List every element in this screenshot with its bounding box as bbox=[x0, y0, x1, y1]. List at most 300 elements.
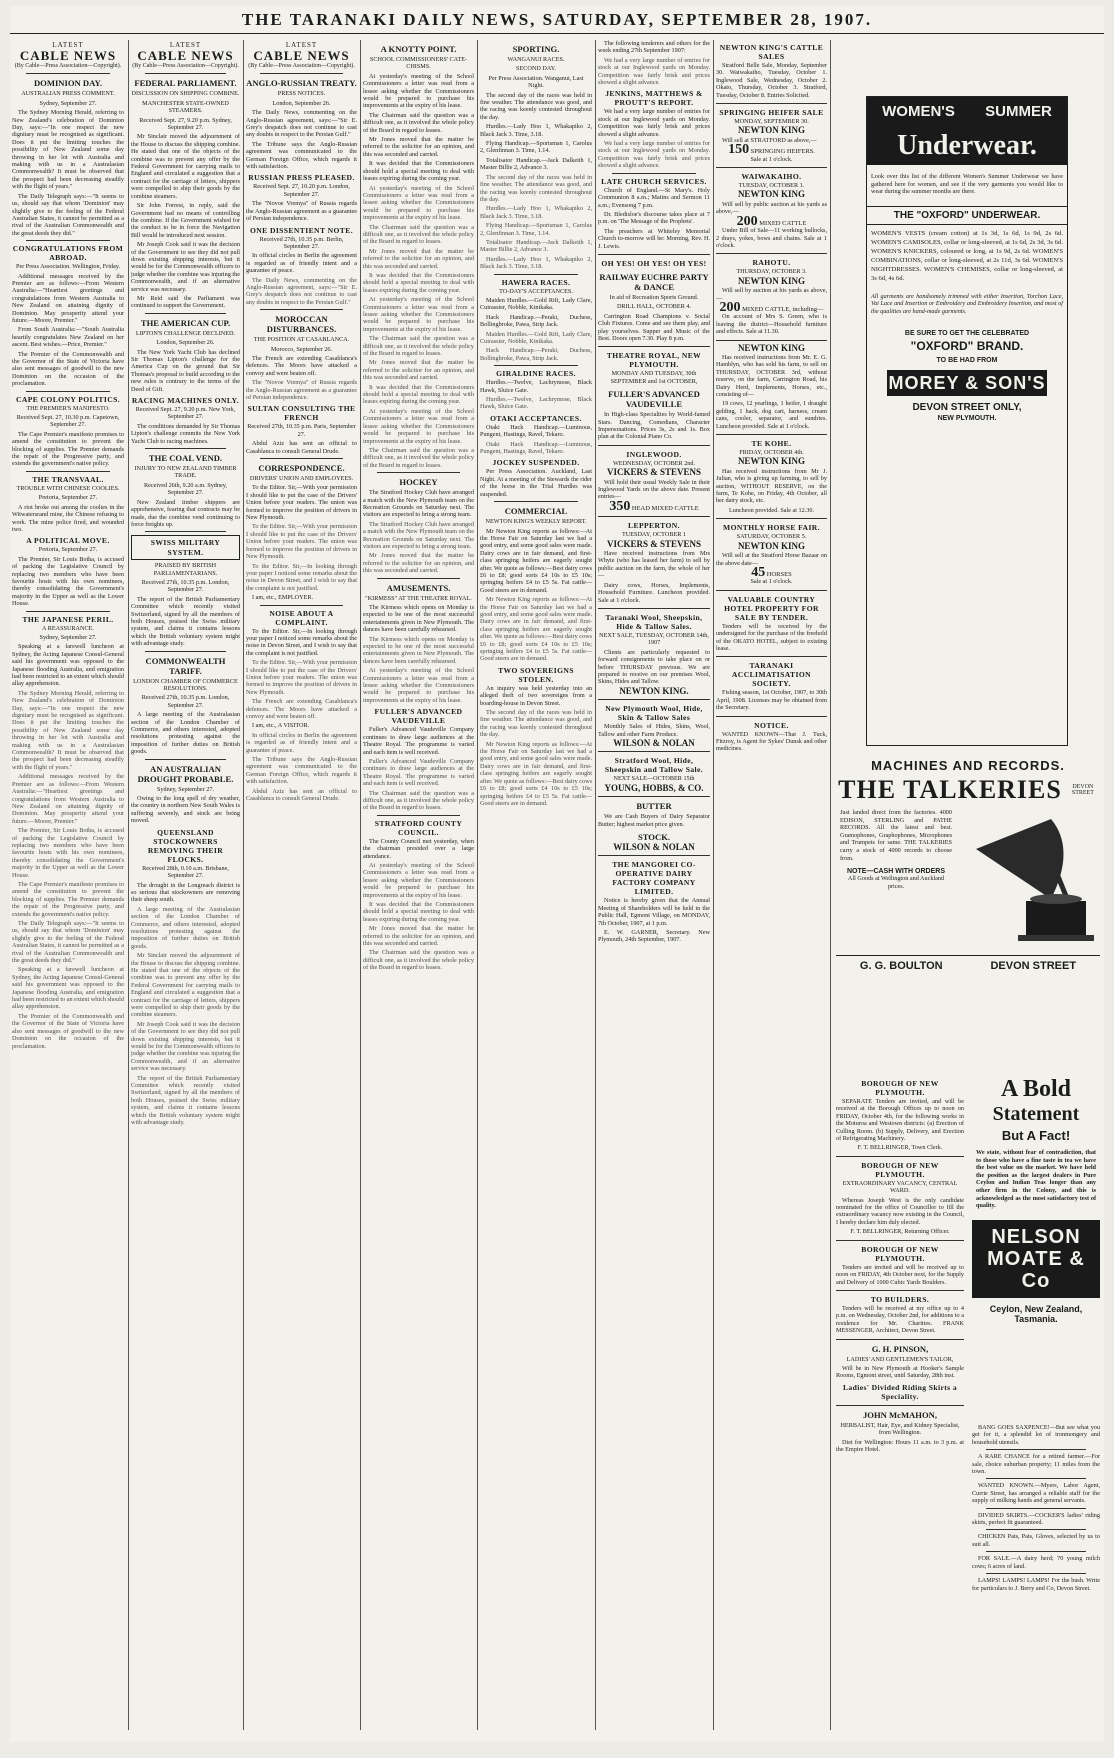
notice-signature: F. T. BELLRINGER, Returning Officer. bbox=[850, 1228, 950, 1236]
article-paragraph: Hack Handicap.—Peraki, Duchess, Bollingbroke, Pawa, Strip Jack. bbox=[480, 313, 592, 329]
article-paragraph: Mr Jones moved that the matter be referred to the solicitor for an opinion, and this was seconded and carried. bbox=[363, 247, 474, 270]
tailor-title: LADIES' AND GENTLEMEN'S TAILOR, bbox=[846, 1355, 954, 1363]
tea-origin-2: Tasmania. bbox=[1014, 1313, 1058, 1324]
auctioneer-name: NEWTON KING. bbox=[619, 685, 689, 696]
cable-kicker: LATEST bbox=[52, 41, 84, 49]
article-paragraph: The Premier, Sir Louis Botha, is accused of packing the Legislative Council by replacing two members who have been favourite hosts with his own nominees, thereby consolidating the Government's majority in the Upper as well as the Lower House. bbox=[12, 555, 124, 608]
underwear-ad-cta: BE SURE TO GET THE CELEBRATED bbox=[904, 329, 1030, 337]
article-headline: DOMINION DAY. bbox=[33, 78, 103, 89]
article-paragraph: Hurdles.—Lady Hoo 1, Whakapiko 2, Black Jack 3. Time, 3.18. bbox=[480, 255, 592, 271]
article-subhead: MANCHESTER STATE-OWNED STEAMERS. bbox=[142, 99, 229, 115]
dateline: Per Press Association. Wellington, Friday. bbox=[16, 263, 120, 271]
article-paragraph: Mr Newton King reports as follows:—At the Horse Fair on Saturday last we had a good entry, and some good sales were made. Dairy cows are in fair demand, and first-class springing heifers are eagerly sought after. We quote as follows:—Best dairy cows £6 to £8; good sorts £4 10s to £5 10s; springing heifers £4 to £5 5s. Fat cattle—Good steers are in demand. bbox=[480, 527, 592, 594]
article-paragraph: To the Editor. Sir,—In looking through your paper I noticed some remarks about the noise in Devon Street, and I wish to say that the complaint is not justified. bbox=[246, 562, 357, 592]
article-paragraph: Per Press Association. Auckland, Last Night. At a meeting of the Stewards the rider of the horse in the Trial Hurdles was suspended. bbox=[480, 468, 592, 498]
ad-subhead: MONDAY AND TUESDAY, 30th SEPTEMBER and 1st OCTOBER, bbox=[610, 370, 698, 385]
ad-paragraph: We are Cash Buyers of Dairy Separator Butter; highest market price given. bbox=[598, 813, 710, 828]
article-paragraph: At yesterday's meeting of the School Commissioners a letter was read from a lessee asking whether the Commissioners would be prepared to purchase his improvements at the expiry of his lease. bbox=[363, 296, 474, 333]
article-headline: STRATFORD COUNTY COUNCIL. bbox=[374, 818, 463, 837]
talkeries-ad-body bbox=[836, 809, 1100, 949]
dateline: Received Sept. 27, 10.20 p.m. London, September 27. bbox=[253, 183, 350, 198]
article-paragraph: Mr Reid said the Parliament was continued to support the Government. bbox=[131, 294, 240, 310]
notice-headline: BOROUGH OF NEW PLYMOUTH. bbox=[861, 1160, 939, 1179]
notice-paragraph: Will be in New Plymouth at Hooker's Sample Rooms, Egmont street, until Saturday, 28th inst. bbox=[836, 1364, 964, 1380]
dateline: Received 27th, 10.35 p.m. Paris, September 27. bbox=[247, 423, 356, 438]
article-paragraph: Owing to the long spell of dry weather, the country in northern New South Wales is suffering severely, and stock are being moved. bbox=[131, 795, 240, 825]
article-paragraph: Abdul Aziz has sent an official to Casablanca to consult General Drude. bbox=[246, 440, 357, 455]
article-subhead: A REASSURANCE. bbox=[42, 624, 94, 632]
article-paragraph: Abdul Aziz has sent an official to Casablanca to consult General Drude. bbox=[246, 787, 357, 803]
underwear-ad-cta-2: TO BE HAD FROM bbox=[936, 356, 998, 364]
article-paragraph: The report of the British Parliamentary Committee which recently visited Switzerland, signed by all the members of both Houses, praised the Swiss military system, and claims it contains lessons which the British voluntary system might with advantage study. bbox=[131, 595, 240, 648]
article-paragraph: Mr Joseph Cook said it was the decision of the Government to see they did not pull down existing shipping interests, but it would be for the Commonwealth officers to judge whether the combine was injuring the Commonwealth, and if an alternative service was necessary. bbox=[131, 241, 240, 293]
ad-headline: LEPPERTON. bbox=[628, 521, 680, 531]
article-headline: THE JAPANESE PERIL. bbox=[22, 614, 114, 624]
article-paragraph: We had a very large number of entries for stock at our Inglewood yards on Monday. Competition was fairly brisk and prices showed a slight advance. bbox=[598, 140, 710, 170]
masthead-title: THE TARANAKI DAILY NEWS, SATURDAY, SEPTEMBER 28, 1907. bbox=[241, 10, 873, 29]
column-rule bbox=[128, 40, 129, 1730]
article-paragraph: The Stratford Hockey Club have arranged a match with the New Plymouth team on the Recreation Grounds on Saturday next. The visitors are expected to bring a strong team. bbox=[363, 489, 474, 519]
article-paragraph: Sir John Forrest, in reply, said the Government had no means of controlling the combine. If the Government wished for the conduct to be in force the Navigation Bill would be introduced next session. bbox=[131, 202, 240, 239]
column-rule bbox=[713, 40, 714, 1730]
ad-subhead: DRILL HALL, OCTOBER 4. bbox=[616, 303, 692, 311]
column-rule bbox=[595, 40, 596, 1730]
classified-ad: CHICKEN Pats, Pats, Gloves, selected by us to suit all. bbox=[972, 1533, 1100, 1548]
article-paragraph: Speaking at a farewell luncheon at Sydney, the Acting Japanese Consul-General said his government was opposed to the Japanese flooding Australia, and emigration had been restricted to an extent which should allay apprehension. bbox=[12, 966, 124, 1011]
talkeries-name: THE TALKERIES bbox=[838, 775, 1062, 804]
dateline: Per Press Association. Wanganui, Last Night. bbox=[488, 74, 584, 90]
underwear-ad-intro: Look over this list of the different Women's Summer Underwear we have gathered here for women, and see if the very garments you would like to wear during the summer months are there. bbox=[871, 173, 1063, 196]
article-headline: JENKINS, MATTHEWS & PROUTT'S REPORT. bbox=[605, 89, 703, 108]
article-paragraph: The Tribune says the Anglo-Russian agreement was communicated to the German Foreign Office, which regards it with satisfaction. bbox=[246, 756, 357, 786]
article-subhead: LIPTON'S CHALLENGE DECLINED. bbox=[135, 329, 236, 337]
article-headline-boxed: SWISS MILITARY SYSTEM. bbox=[131, 535, 240, 560]
ad-paragraph: Will sell at STRATFORD as above,— bbox=[722, 136, 817, 144]
cable-byline: (By Cable—Press Association—Copyright). bbox=[132, 63, 239, 70]
ad-lot: 45 HORSES bbox=[751, 564, 792, 580]
article-headline: LATE CHURCH SERVICES. bbox=[601, 176, 707, 186]
ad-subhead: Sale at 1 o'clock. bbox=[750, 578, 793, 586]
article-headline: RUSSIAN PRESS PLEASED. bbox=[248, 173, 355, 183]
article-paragraph: The French are extending Casablanca's defences. The Moors have attacked a convoy and were beaten off. bbox=[246, 698, 357, 720]
column-4 bbox=[363, 40, 474, 1730]
underwear-ad-brand-heading: THE "OXFORD" UNDERWEAR. bbox=[867, 206, 1067, 225]
newspaper-page bbox=[10, 6, 1104, 1742]
cable-news-heading: CABLE NEWS bbox=[137, 48, 234, 64]
article-subhead: DISCUSSION ON SHIPPING COMBINE. bbox=[131, 90, 240, 98]
article-headline: A POLITICAL MOVE. bbox=[26, 536, 110, 546]
tea-ad-text: We state, without fear of contradiction, that to those who have a fine taste in tea we have the best value on the market. We have held the position as the largest dealers in Pure Ceylon and Indian Teas longer than any other firm in the Colony, and this is acknowledged as the most satisfactory test of quality. bbox=[976, 1149, 1096, 1210]
column-6 bbox=[598, 40, 710, 1730]
column-2 bbox=[131, 40, 240, 1730]
ad-paragraph: Have received instructions from Mrs Whyte (who has leased her farm) to sell by public auction on the farm, the whole of her— bbox=[598, 550, 710, 580]
column-rule bbox=[243, 40, 244, 1730]
ad-paragraph: Clients are particularly requested to forward consignments to take place on or before THURSDAY previous. We are prepared to receive on our premises Wool, Skins, Hides and Tallow. bbox=[598, 648, 710, 686]
underwear-ad-title: Underwear. bbox=[867, 127, 1067, 165]
article-paragraph: The French are extending Casablanca's defences. The Moors have attacked a convoy and were beaten off. bbox=[246, 354, 357, 377]
notice-headline: BOROUGH OF NEW PLYMOUTH. bbox=[861, 1244, 939, 1263]
article-paragraph: At yesterday's meeting of the School Commissioners a letter was read from a lessee asking whether the Commissioners would be prepared to purchase his improvements at the expiry of his lease. bbox=[363, 72, 474, 110]
tea-ad-headline-3: But A Fact! bbox=[1001, 1128, 1071, 1143]
dateline: London, September 26. bbox=[272, 99, 331, 107]
article-paragraph: The Daily News, commenting on the Anglo-Russian agreement, says:—"Sir E. Grey's despatch does not continue to cast any doubts in respect to the Persian Gulf." bbox=[246, 109, 357, 139]
ad-headline: BUTTER bbox=[636, 801, 672, 812]
notice-paragraph: Tenders are invited and will be received up to noon on FRIDAY, 4th October next, for the Supply and Delivery of 1000 Cubic Yards Boulders. bbox=[836, 1263, 964, 1286]
ad-headline: Stratford Wool, Hide, Sheepskin and Tallow Sale. bbox=[604, 756, 704, 775]
dateline: Pretoria, September 27. bbox=[38, 494, 98, 502]
classified-ad: BANG GOES SAXPENCE!—But see what you get for it, a splendid lot of ironmongery and household utensils. bbox=[972, 1424, 1100, 1446]
article-paragraph: The County Council met yesterday, when the chairman presided over a large attendance. bbox=[363, 837, 474, 860]
tea-ad-headline-2: Statement bbox=[992, 1103, 1080, 1125]
article-paragraph: The Kirmess which opens on Monday is expected to be one of the most successful entertainments given in New Plymouth. The dances have been carefully rehearsed. bbox=[363, 604, 474, 634]
notice-paragraph: Diet for Wellington: Hours 11 a.m. to 3 p.m. at the Empire Hotel. bbox=[836, 1438, 964, 1453]
dateline: Sydney, September 27. bbox=[157, 785, 214, 793]
talkeries-ad-footer bbox=[836, 955, 1100, 972]
ad-lot: 200 MIXED CATTLE bbox=[736, 213, 807, 229]
article-signature: I am, etc., A VISITOR. bbox=[252, 722, 310, 730]
store-town: NEW PLYMOUTH. bbox=[937, 414, 997, 422]
ad-paragraph: Stratford Belle Sale, Monday, September 30. Waiwakaiho, Tuesday, October 1. Inglewood Sale, Wednesday, October 2. Okato, Thursday, October 3. Stratford, Tuesday, October 8. Entries Solicited. bbox=[716, 62, 827, 99]
article-paragraph: Dr. Bledisloe's discourse takes place at 7 p.m. on 'The Message of the Prophets'. bbox=[598, 210, 710, 226]
dateline: Pretoria, September 27. bbox=[38, 546, 98, 554]
tailor-speciality: Ladies' Divided Riding Skirts a Speciality. bbox=[842, 1382, 958, 1401]
article-headline: THE TRANSVAAL. bbox=[32, 474, 104, 484]
dateline: Received 27th, 10.35 p.m. London, September 27. bbox=[141, 694, 230, 709]
underwear-ad-note: All garments are handsomely trimmed with either Insertion, Torchon Lace, Vai Lace and Insertion or Embroidery and Embroidery Insertion, and most of the qualities are hand-made garments. bbox=[871, 292, 1063, 315]
article-paragraph: The New York Yacht Club has declined Sir Thomas Lipton's challenge for the America Cup on the ground that Sir Thomas's proposal to build according to the new rules is contrary to the terms of the Deed of Gift. bbox=[131, 348, 240, 393]
dateline: Sydney, September 27. bbox=[39, 99, 97, 107]
auctioneer-name: NEWTON KING bbox=[737, 189, 806, 200]
article-paragraph: It was decided that the Commissioners should hold a special meeting to deal with leases expiring during the coming year. bbox=[363, 901, 474, 923]
dateline: London, September 26. bbox=[156, 339, 215, 347]
article-paragraph: The following tenderers and others for the week ending 27th September 1907: bbox=[598, 40, 710, 55]
article-paragraph: Maiden Hurdles.—Gold Rift, Lady Clare, Cuirassier, Nobble, Kinikaka. bbox=[480, 330, 592, 345]
dateline: Received 27th, 10.35 p.m. Berlin, September 27. bbox=[259, 235, 344, 250]
cable-byline: (By Cable—Press Association—Copyright). bbox=[248, 63, 355, 70]
talkeries-ad-name-row bbox=[836, 775, 1100, 805]
article-paragraph: The Kirmess which opens on Monday is expected to be one of the most successful entertainments given in New Plymouth. The dances have been carefully rehearsed. bbox=[363, 635, 474, 665]
article-subhead: THE POSITION AT CASABLANCA. bbox=[253, 336, 350, 344]
underwear-advertisement bbox=[866, 96, 1068, 746]
ad-subhead: THURSDAY, OCTOBER 3. bbox=[736, 268, 807, 276]
article-paragraph: The Premier of the Commonwealth and the Governor of the State of Victoria have also sent messages of goodwill to the new Dominion on the occasion of the proclamation. bbox=[12, 1012, 124, 1050]
ad-headline: WAIWAKAIHO. bbox=[741, 172, 802, 182]
article-paragraph: The Chairman said the question was a difficult one, as it involved the whole policy of the Board in regard to leases. bbox=[363, 789, 474, 812]
ad-headline: TE KOHE. bbox=[751, 439, 792, 449]
cable-news-heading: CABLE NEWS bbox=[19, 48, 117, 64]
ad-headline: STOCK. bbox=[637, 832, 671, 842]
article-paragraph: Flying Handicap.—Sportsman 1, Carolus 2, Glenfinnan 3. Time, 1.14. bbox=[480, 140, 592, 155]
article-paragraph: Hurdles.—Lady Hoo 1, Whakapiko 2, Black Jack 3. Time, 3.18. bbox=[480, 205, 592, 220]
auctioneer-name: WILSON & NOLAN bbox=[613, 842, 695, 852]
article-subhead: "KIRMESS" AT THE THEATRE ROYAL. bbox=[365, 594, 472, 602]
article-paragraph: Fuller's Advanced Vaudeville Company continues to draw large audiences at the Theatre Royal. The programme is varied and each item is well received. bbox=[363, 757, 474, 788]
ad-headline: Taranaki Wool, Sheepskin, Hide & Tallow Sales. bbox=[605, 612, 703, 631]
article-subhead: THE PREMIER'S MANIFESTO. bbox=[26, 404, 110, 412]
auctioneer-name: NEWTON KING bbox=[737, 125, 806, 136]
ad-paragraph: E. W. GARNER, Secretary. New Plymouth, 24th September, 1907. bbox=[598, 929, 710, 944]
talkeries-advertisement bbox=[836, 754, 1100, 1066]
gramophone-icon bbox=[956, 809, 1096, 949]
column-1 bbox=[12, 40, 124, 1730]
ad-paragraph: Under Bill of Sale—11 working bullocks, 2 drays, yokes, bows and chains. Sale at 1 o'clock. bbox=[716, 227, 827, 249]
ad-subhead: TUESDAY, OCTOBER 1 bbox=[621, 531, 686, 539]
article-paragraph: The Tribune says the Anglo-Russian agreement was communicated to the German Foreign Office, which regards it with satisfaction. bbox=[246, 140, 357, 171]
article-paragraph: The conditions demanded by Sir Thomas Lipton's challenge commits the New York Yacht Club to racing machines. bbox=[131, 422, 240, 445]
store-address: DEVON STREET ONLY, bbox=[912, 401, 1022, 413]
article-paragraph: Fuller's Advanced Vaudeville Company continues to draw large audiences at the Theatre Royal. The programme is varied and each item is well received. bbox=[363, 726, 474, 756]
article-headline: QUEENSLAND STOCKOWNERS REMOVING THEIR FLOCKS. bbox=[147, 827, 224, 864]
article-paragraph: Mr Newton King reports as follows:—At the Horse Fair on Saturday last we had a good entry, and some good sales were made. Dairy cows are in fair demand, and first-class springing heifers are eagerly sought after. We quote as follows:—Best dairy cows £6 to £8; good sorts £4 10s to £5 10s; springing heifers £4 to £5 5s. Fat cattle—Good steers are in demand. bbox=[480, 596, 592, 663]
article-headline: JOCKEY SUSPENDED. bbox=[492, 458, 580, 468]
article-headline: MOROCCAN DISTURBANCES. bbox=[266, 314, 337, 335]
talkeries-ad-title: MACHINES AND RECORDS. bbox=[871, 758, 1065, 773]
ad-paragraph: Has received instructions from Mr. E. G. Hamblyn, who has sold his farm, to sell on THURSDAY, OCTOBER 3rd, without reserve, on the farm, Carrington Road, his Dairy Herd, Implements, Horses, etc., consisting of— bbox=[716, 353, 827, 398]
article-paragraph: Mr Jones moved that the matter be referred to the solicitor for an opinion, and this was seconded and carried. bbox=[363, 136, 474, 158]
article-paragraph: In official circles in Berlin the agreement is regarded as of friendly intent and a guarantee of peace. bbox=[246, 252, 357, 275]
classified-ad: LAMPS! LAMPS! LAMPS! For the bush. Write for particulars to J. Berry and Co, Devon Street. bbox=[972, 1577, 1100, 1592]
article-paragraph: At yesterday's meeting of the School Commissioners a letter was read from a lessee asking whether the Commissioners would be prepared to purchase his improvements at the expiry of his lease. bbox=[363, 861, 474, 899]
cable-news-heading: CABLE NEWS bbox=[253, 48, 350, 64]
article-paragraph: The Premier, Sir Louis Botha, is accused of packing the Legislative Council by replacing two members who have been favourite hosts with his own nominees, thereby consolidating the Government's majority in the Upper as well as the Lower House. bbox=[12, 827, 124, 879]
article-paragraph: Additional messages received by the Premier are as follows:—From Western Australia:—"Heartiest greetings and congratulations from Western Australia to New Zealand on attaining dignity of Dominion. May prosperity attend your future.—Moore, Premier." bbox=[12, 773, 124, 825]
herbalist-title: HERBALIST, Hair, Eye, and Kidney Specialist, from Wellington. bbox=[840, 1421, 960, 1437]
store-name: MOREY & SON'S bbox=[887, 370, 1047, 396]
article-paragraph: We had a very large number of entries for stock at our Inglewood yards on Monday. Competition was fairly brisk and prices showed a slight advance. bbox=[598, 56, 710, 87]
article-paragraph: The Sydney Morning Herald, referring to New Zealand's celebration of Dominion Day, says:—"In one respect the new dignitary must be recognised as significant. Does it put the limiting touches the possibility of New Zealand some day throwing in her lot with Australia and making with us in a Australasian Commonwealth? It must be observed that the prospect had been decreasing steadily with the flight of years." bbox=[12, 109, 124, 191]
article-headline: NOISE ABOUT A COMPLAINT. bbox=[269, 608, 334, 627]
article-subhead: PRESS NOTICES. bbox=[277, 90, 326, 98]
article-paragraph: A large meeting of the Australasian section of the London Chamber of Commerce, and others interested, adopted resolutions protesting against the imposition of further duties on British goods. bbox=[131, 711, 240, 756]
article-headline: HOCKEY bbox=[399, 477, 438, 488]
article-paragraph: The Chairman said the question was a difficult one, as it involved the whole policy of the Board in regard to leases. bbox=[363, 949, 474, 972]
classified-ad: DIVIDED SKIRTS.—COCKER'S ladies' riding skirts, perfect fit guaranteed. bbox=[972, 1511, 1100, 1527]
article-subhead: LONDON CHAMBER OF COMMERCE RESOLUTIONS. bbox=[133, 677, 238, 692]
article-paragraph: An inquiry was held yesterday into an alleged theft of two sovereigns from a boarding-house in Devon Street. bbox=[480, 684, 592, 707]
ad-subhead: MONDAY, SEPTEMBER 30. bbox=[734, 118, 809, 126]
article-paragraph: At yesterday's meeting of the School Commissioners a letter was read from a lessee asking whether the Commissioners would be prepared to purchase his improvements at the expiry of his lease. bbox=[363, 667, 474, 704]
article-headline: SULTAN CONSULTING THE FRENCH bbox=[247, 404, 356, 423]
ad-headline: NEWTON KING'S CATTLE SALES bbox=[719, 43, 824, 61]
article-paragraph: We had a very large number of entries for stock at our Inglewood yards on Monday. Competition was fairly brisk and prices showed a slight advance. bbox=[598, 108, 710, 138]
ad-subhead: NEXT SALE, TUESDAY, OCTOBER 14th, 1907 bbox=[599, 631, 709, 647]
article-paragraph: The Cape Premier's manifesto promises to amend the constitution to prevent the blocking of supplies. The Premier demands the repair of the Progressive party, and extends the government's native policy. bbox=[12, 880, 124, 918]
article-paragraph: In official circles in Berlin the agreement is regarded as of friendly intent and a guarantee of peace. bbox=[246, 731, 357, 754]
article-subhead: PRAISED BY BRITISH PARLIAMENTARIANS. bbox=[153, 562, 218, 577]
auctioneer-name: VICKERS & STEVENS bbox=[606, 467, 702, 478]
ad-lot: 150 SPRINGING HEIFERS. bbox=[728, 142, 815, 158]
ad-paragraph: Fishing season, 1st October, 1907, to 30th April, 1908. Licenses may be obtained from the Secretary. bbox=[716, 689, 827, 712]
article-paragraph: Mr Jones moved that the matter be referred to the solicitor for an opinion, and this was seconded and carried. bbox=[363, 359, 474, 382]
article-headline: THE AMERICAN CUP. bbox=[140, 317, 231, 328]
classified-ad: A RARE CHANCE for a retired farmer.—For sale, choice suburban property; 11 miles from the town. bbox=[972, 1453, 1100, 1476]
ad-headline: TARANAKI ACCLIMATISATION SOCIETY. bbox=[731, 661, 812, 689]
notice-signature: F. T. BELLRINGER, Town Clerk. bbox=[857, 1144, 943, 1152]
cable-kicker: LATEST bbox=[285, 41, 318, 49]
article-paragraph: It was decided that the Commissioners should hold a special meeting to deal with leases expiring during the coming year. bbox=[363, 383, 474, 406]
article-paragraph: Flying Handicap.—Sportsman 1, Carolus 2, Glenfinnan 3. Time, 1.14. bbox=[480, 222, 592, 237]
article-paragraph: Totalisator Handicap.—Jack Dalkeith 1, Master Billie 2, Advance 3. bbox=[480, 156, 592, 172]
column-5 bbox=[480, 40, 592, 1730]
ad-headline: THE MANGOREI CO-OPERATIVE DAIRY FACTORY COMPANY LIMITED. bbox=[612, 860, 696, 897]
article-paragraph: The preachers at Whiteley Memorial Church to-morrow will be: Morning, Rev. H. J. Lewis. bbox=[598, 227, 710, 250]
notice-headline: BOROUGH OF NEW PLYMOUTH. bbox=[861, 1079, 939, 1097]
dateline: Received Sept. 27, 9.20 p.m. Sydney, September 27. bbox=[139, 116, 232, 132]
article-paragraph: At yesterday's meeting of the School Commissioners a letter was read from a lessee asking whether the Commissioners would be prepared to purchase his improvements at the expiry of his lease. bbox=[363, 407, 474, 445]
ad-paragraph: Monthly Sales of Hides, Skins, Wool, Tallow and other Farm Produce. bbox=[598, 723, 710, 738]
article-headline: CAPE COLONY POLITICS. bbox=[15, 394, 121, 404]
article-paragraph: The report of the British Parliamentary Committee which recently visited Switzerland, signed by all the members of both Houses, praised the Swiss military system, and claims it contains lessons which the British voluntary system might with advantage study. bbox=[131, 1074, 240, 1127]
article-paragraph: The Chairman said the question was a difficult one, as it involved the whole policy of the Board in regard to leases. bbox=[363, 446, 474, 469]
ad-headline: INGLEWOOD. bbox=[626, 449, 682, 459]
article-paragraph: The second day of the races was held in fine weather. The attendance was good, and the racing was keenly contested throughout the day. bbox=[480, 173, 592, 203]
dateline: Received Sept. 27, 9.20 p.m. New York, September 27. bbox=[135, 406, 236, 421]
article-signature: I am, etc., EMPLOYER. bbox=[252, 594, 314, 602]
notice-paragraph: Tenders will be received at my office up to 4 p.m. on Wednesday, October 2nd, for additions to a residence for Mr. Charities. FRANK MESSENGER, Architect, Devon Street. bbox=[836, 1304, 964, 1335]
notice-paragraph: SEPARATE Tenders are invited, and will be received at the Borough Offices up to noon on FRIDAY, October 4th, for the following works in the Moturoa and Westown districts: (a) Erection of Culling Room. (b) Supply, Delivery, and Erection of Refrigerating Machinery. bbox=[836, 1098, 964, 1143]
article-subhead: SECOND DAY. bbox=[516, 65, 556, 73]
auctioneer-name: NEWTON KING bbox=[737, 275, 806, 286]
article-headline: THE COAL VEND. bbox=[148, 453, 223, 464]
article-headline: GIRALDINE RACES. bbox=[496, 369, 576, 379]
article-paragraph: The "Novoe Vremya" of Russia regards the Anglo-Russian agreement as a guarantee of Persian independence. bbox=[246, 200, 357, 223]
article-subhead: DRIVERS' UNION AND EMPLOYEES. bbox=[249, 475, 354, 483]
article-headline: SPORTING. bbox=[512, 44, 560, 54]
article-paragraph: Mr Sinclair moved the adjournment of the House to discuss the shipping combine. He stated that one of the objects of the combine was to prevent any offer by the Federal Government for carrying mails to England and circulated a suggestion that a contract for the carriage of letters, shippers were compelled to ship their goods by the combine steamers. bbox=[131, 133, 240, 200]
ad-headline: FULLER'S ADVANCED VAUDEVILLE bbox=[608, 389, 700, 410]
notice-paragraph: Whereas Joseph West is the only candidate nominated for the office of Councillor to fill the extraordinary vacancy now existing in the Council, I hereby declare him duly elected. bbox=[836, 1196, 964, 1226]
article-paragraph: Additional messages received by the Premier are as follows:—From Western Australia:—"Heartiest greetings and congratulations from Western Australia to New Zealand on attaining dignity of Dominion. May prosperity attend your future.—Moore, Premier." bbox=[12, 272, 124, 324]
article-paragraph: Hack Handicap.—Peraki, Duchess, Bollingbroke, Pawa, Strip Jack. bbox=[480, 347, 592, 362]
article-paragraph: Mr Jones moved that the matter be referred to the solicitor for an opinion, and this was seconded and carried. bbox=[363, 925, 474, 948]
borough-notices bbox=[836, 1076, 964, 1726]
article-paragraph: The Chairman said the question was a difficult one, as it involved the whole policy of the Board in regard to leases. bbox=[363, 335, 474, 358]
ad-headline: NOTICE. bbox=[754, 720, 789, 730]
ad-paragraph: WANTED KNOWN—That J. Tuck, Fitzroy, is Agent for Sykes' Dunsk and other medicines. bbox=[716, 730, 827, 753]
ad-subhead: In aid of Recreation Sports Ground. bbox=[609, 293, 699, 301]
article-paragraph: A riot broke out among the coolies in the Witwatersrand mine, the Chinese refusing to work. The mine police fired, and wounded two. bbox=[12, 503, 124, 533]
article-paragraph: It was decided that the Commissioners should hold a special meeting to deal with leases expiring during the coming year. bbox=[363, 271, 474, 294]
article-subhead: INJURY TO NEW ZEALAND TIMBER TRADE. bbox=[134, 465, 237, 480]
article-paragraph: Speaking at a farewell luncheon at Sydney, the Acting Japanese Consul-General said his government was opposed to the Japanese flooding Australia, and emigration had been restricted to an extent which should allay apprehension. bbox=[12, 643, 124, 688]
tea-advertisement bbox=[972, 1076, 1100, 1416]
article-headline: FULLER'S ADVANCED VAUDEVILLE bbox=[374, 707, 463, 726]
article-paragraph: The Chairman said the question was a difficult one, as it involved the whole policy of the Board in regard to leases. bbox=[363, 111, 474, 134]
ad-paragraph: 19 cows, 12 yearlings, 1 heifer, 1 draught gelding, 1 hack, dog cart, harness, cream cans, cooler, separator, and sundries. Luncheon provided. Sale at 1 o'clock. bbox=[716, 400, 827, 430]
proprietor-street: DEVON STREET bbox=[990, 960, 1077, 972]
ad-headline: RAHOTU. bbox=[752, 258, 791, 268]
talkeries-ad-note: NOTE—CASH WITH ORDERS bbox=[847, 868, 945, 876]
ad-subhead: FRIDAY, OCTOBER 4th. bbox=[739, 449, 804, 457]
article-headline: RACING MACHINES ONLY. bbox=[131, 396, 240, 406]
article-headline: AMUSEMENTS. bbox=[386, 582, 451, 593]
article-headline: COMMERCIAL bbox=[504, 506, 568, 517]
article-paragraph: Otaki Hack Handicap.—Luminous, Pungent, Hastings, Ravel, Tekaro. bbox=[480, 423, 592, 439]
ad-paragraph: Will hold their usual Weekly Sale in their Inglewood Yards on the above date. Present entries— bbox=[598, 478, 710, 501]
ad-subhead: Sale at 1 o'clock. bbox=[750, 155, 793, 163]
article-headline: A KNOTTY POINT. bbox=[380, 44, 457, 54]
ad-headline: OH YES! OH YES! OH YES! bbox=[601, 258, 707, 268]
article-paragraph: It was decided that the Commissioners should hold a special meeting to deal with leases expiring during the coming year. bbox=[363, 160, 474, 183]
ad-paragraph: On account of Mrs S. Green, who is leaving the district—Household furniture and effects. Sale at 11.30. bbox=[716, 313, 827, 336]
ad-paragraph: Will sell by public auction at his yards as above,— bbox=[716, 200, 827, 216]
cable-byline: (By Cable—Press Association—Copyright). bbox=[14, 63, 122, 70]
article-headline: ONE DISSENTIENT NOTE. bbox=[249, 225, 353, 235]
underwear-ad-brand: "OXFORD" BRAND. bbox=[910, 338, 1024, 353]
article-paragraph: Mr Jones moved that the matter be referred to the solicitor for an opinion, and this was seconded and carried. bbox=[363, 552, 474, 575]
auctioneer-name: WILSON & NOLAN bbox=[613, 737, 695, 748]
article-subhead: WANGANUI RACES. bbox=[507, 56, 565, 63]
article-headline: AN AUSTRALIAN DROUGHT PROBABLE. bbox=[137, 763, 234, 784]
article-paragraph: Hurdles.—Twelve, Lachrymose, Black Hawk, Sluice Gate. bbox=[480, 396, 592, 411]
underwear-ad-banner: WOMEN'S SUMMER bbox=[867, 97, 1067, 127]
article-subhead: SCHOOL COMMISSIONERS' CATE-CHISMS. bbox=[369, 56, 468, 71]
article-headline: TWO SOVEREIGNS STOLEN. bbox=[498, 665, 574, 684]
article-paragraph: Mr Joseph Cook said it was the decision of the Government to see they did not pull down existing shipping interests, but it would be for the Commonwealth officers to judge whether the combine was injuring the Commonwealth, and if an alternative service was necessary. bbox=[131, 1020, 240, 1073]
proprietor-name: G. G. BOULTON bbox=[859, 960, 943, 972]
article-paragraph: Mr Sinclair moved the adjournment of the House to discuss the shipping combine. He stated that one of the objects of the combine was to prevent any offer by the Federal Government for carrying mails to England and circulated a suggestion that a contract for the carriage of letters, shippers were compelled to ship their goods by the combine steamers. bbox=[131, 952, 240, 1019]
column-rule bbox=[830, 40, 831, 1730]
ad-paragraph: Carrington Road Champions v. Social Club Fixtures. Come and see them play, and play yourselves. Supper and Music of the Best. Doors open 7.30. Play 8 p.m. bbox=[598, 312, 710, 342]
article-paragraph: Totalisator Handicap.—Jack Dalkeith 1, Master Billie 2, Advance 3. bbox=[480, 238, 592, 254]
article-paragraph: Hurdles.—Lady Hoo 1, Whakapiko 2, Black Jack 3. Time, 3.18. bbox=[480, 123, 592, 138]
talkeries-ad-text: Just landed direct from the factories. 4000 EDISON, STERLING and PATHE RECORDS. All the latest and best. Gramophones, Graphophones, Microphones and Trumpets for same. THE TALKERIES carry a stock of 4000 records to choose from. bbox=[840, 809, 952, 862]
ad-paragraph: In High-class Specialties by World-famed Stars. Dancing, Comedians, Character Impersonations. Prices 3s, 2s and 1s. Box plan at the Colonial Piano Co. bbox=[598, 411, 710, 441]
ad-lot: 200 MIXED CATTLE, including— bbox=[719, 299, 824, 315]
article-paragraph: The Cape Premier's manifesto promises to amend the constitution to prevent the blocking of supplies. The Premier demands the repair of the Progressive party, and extends the government's native policy. bbox=[12, 430, 124, 468]
article-headline: CONGRATULATIONS FROM ABROAD. bbox=[12, 244, 124, 263]
article-paragraph: The Chairman said the question was a difficult one, as it involved the whole policy of the Board in regard to leases. bbox=[363, 223, 474, 246]
auctioneer-name: YOUNG, HOBBS, & CO. bbox=[604, 782, 704, 793]
ad-paragraph: Dairy cows, Horses, Implements, Household Furniture. Luncheon provided. Sale at 1 o'clock. bbox=[598, 581, 710, 604]
talkeries-ad-note-2: All Goods at Wellington and Auckland prices. bbox=[847, 875, 945, 890]
column-7 bbox=[716, 40, 827, 1730]
ad-subhead: SATURDAY, OCTOBER 5. bbox=[736, 533, 807, 541]
article-paragraph: A large meeting of the Australasian section of the London Chamber of Commerce, and others interested, adopted resolutions protesting against the imposition of further duties on British goods. bbox=[131, 905, 240, 950]
notice-subhead: EXTRAORDINARY VACANCY, CENTRAL WARD. bbox=[842, 1179, 958, 1195]
ad-paragraph: Tenders will be received by the undersigned for the purchase of the freehold of the OKATO HOTEL, subject to existing lease. bbox=[716, 622, 827, 652]
classified-ad: WANTED KNOWN.—Myers, Labor Agent, Currie Street, has arranged a reliable staff for the supply of milking hands and general servants. bbox=[972, 1482, 1100, 1505]
article-paragraph: Mr Newton King reports as follows:—At the Horse Fair on Saturday last we had a good entry, and some good sales were made. Dairy cows are in fair demand, and first-class springing heifers are eagerly sought after. We quote as follows:—Best dairy cows £6 to £8; good sorts £4 10s to £5 10s; springing heifers £4 to £5 5s. Fat cattle—Good steers are in demand. bbox=[480, 740, 592, 807]
article-subhead: TO-DAY'S ACCEPTANCES. bbox=[499, 287, 573, 295]
article-paragraph: Church of England.—St Mary's. Holy Communion 8 a.m.; Matins and Sermon 11 a.m.; Evensong 7 p.m. bbox=[598, 186, 710, 209]
column-3 bbox=[246, 40, 357, 1730]
article-subhead: TROUBLE WITH CHINESE COOLIES. bbox=[16, 484, 120, 492]
article-paragraph: To the Editor. Sir,—With your permission I should like to put the case of the Drivers' Union before your readers. The union was formed to improve the position of drivers in New Plymouth. bbox=[246, 484, 357, 522]
article-paragraph: The second day of the races was held in fine weather. The attendance was good, and the racing was keenly contested throughout the day. bbox=[480, 709, 592, 739]
article-subhead: AUSTRALIAN PRESS COMMENT. bbox=[21, 90, 115, 98]
masthead-rule bbox=[10, 33, 1104, 34]
article-paragraph: To the Editor. Sir,—In looking through your paper I noticed some remarks about the noise in Devon Street, and I wish to say that the complaint is not justified. bbox=[246, 627, 357, 657]
article-headline: ANGLO-RUSSIAN TREATY. bbox=[246, 78, 357, 89]
article-paragraph: The Premier of the Commonwealth and the Governor of the State of Victoria have also sent messages of goodwill to the new Dominion on the occasion of the proclamation. bbox=[12, 350, 124, 388]
classified-ad: FOR SALE.—A dairy herd; 70 young milch cows; 6 acres of land. bbox=[972, 1555, 1100, 1570]
article-paragraph: To the Editor. Sir,—With your permission I should like to put the case of the Drivers' Union before your readers. The union was formed to improve the position of drivers in New Plymouth. bbox=[246, 659, 357, 696]
ad-paragraph: Will sell at the Stratford Horse Bazaar on the above date— bbox=[716, 552, 827, 567]
ad-headline: MONTHLY HORSE FAIR. bbox=[723, 523, 820, 533]
dateline: Received 27th, 10.35 p.m. London, September 27. bbox=[141, 578, 230, 594]
cable-kicker: LATEST bbox=[169, 41, 202, 49]
article-paragraph: The Daily News, commenting on the Anglo-Russian agreement, says:—"Sir E. Grey's despatch does not continue to cast any doubts in respect to the Persian Gulf." bbox=[246, 276, 357, 306]
classifieds bbox=[972, 1424, 1100, 1726]
article-paragraph: Otaki Hack Handicap.—Luminous, Pungent, Hastings, Ravel, Tekaro. bbox=[480, 440, 592, 456]
article-paragraph: Hurdles.—Twelve, Lachrymose, Black Hawk, Sluice Gate. bbox=[480, 379, 592, 394]
article-headline: OTAKI ACCEPTANCES. bbox=[490, 413, 582, 423]
ad-headline: New Plymouth Wool, Hide, Skin & Tallow Sales bbox=[605, 704, 703, 723]
article-paragraph: The drought in the Longreach district is so serious that stockowners are removing their sheep south. bbox=[131, 881, 240, 904]
article-headline: FEDERAL PARLIAMENT. bbox=[134, 78, 237, 89]
ad-subhead: NEXT SALE—OCTOBER 15th bbox=[613, 775, 695, 783]
